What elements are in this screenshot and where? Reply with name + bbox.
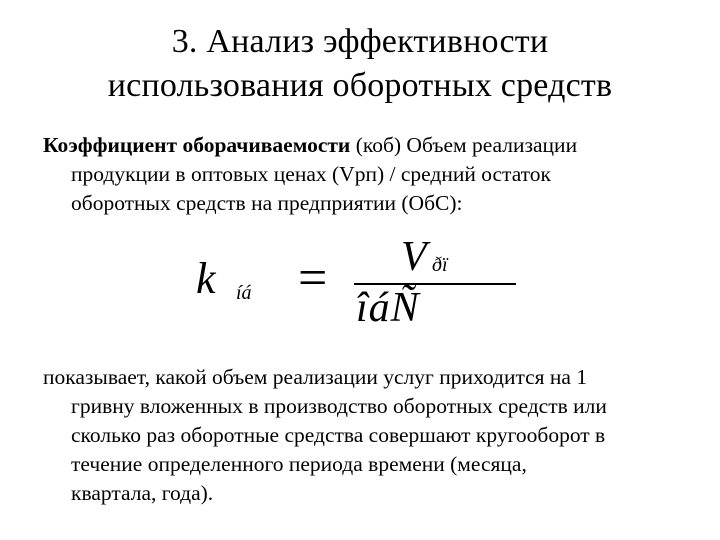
title-line-1: 3. Анализ эффективности <box>171 23 549 60</box>
explanation-paragraph <box>43 363 693 508</box>
formula-lhs: k <box>196 254 216 303</box>
formula-denominator: îáÑ <box>356 285 420 331</box>
explanation-line-3: сколько раз оборотные средства совершают кругооборот в <box>71 423 606 447</box>
definition-line-1-rest: (коб) Объем реализации <box>350 133 578 157</box>
formula-equals-sign: = <box>298 250 328 307</box>
title-line-2: использования оборотных средств <box>107 67 613 104</box>
definition-line-2: продукции в оптовых ценах (Vрп) / средний остаток <box>71 162 551 186</box>
definition-line-3: оборотных средств на предприятии (ОбС): <box>71 191 463 215</box>
explanation-line-2: гривну вложенных в производство оборотных средств или <box>71 394 607 418</box>
definition-term: Коэффициент оборачиваемости <box>43 133 351 157</box>
explanation-line-4: течение определенного периода времени (месяца, <box>71 452 527 476</box>
formula-numerator-subscript: ðï <box>432 254 448 276</box>
explanation-line-1: показывает, какой объем реализации услуг приходится на 1 <box>43 365 588 389</box>
explanation-line-5: квартала, года). <box>71 481 214 505</box>
definition-line-1 <box>43 131 693 160</box>
formula-lhs-subscript: íá <box>236 282 252 304</box>
turnover-formula <box>196 234 526 331</box>
definition-paragraph <box>43 131 693 218</box>
formula-numerator: V <box>401 234 427 280</box>
slide-title <box>0 20 720 108</box>
